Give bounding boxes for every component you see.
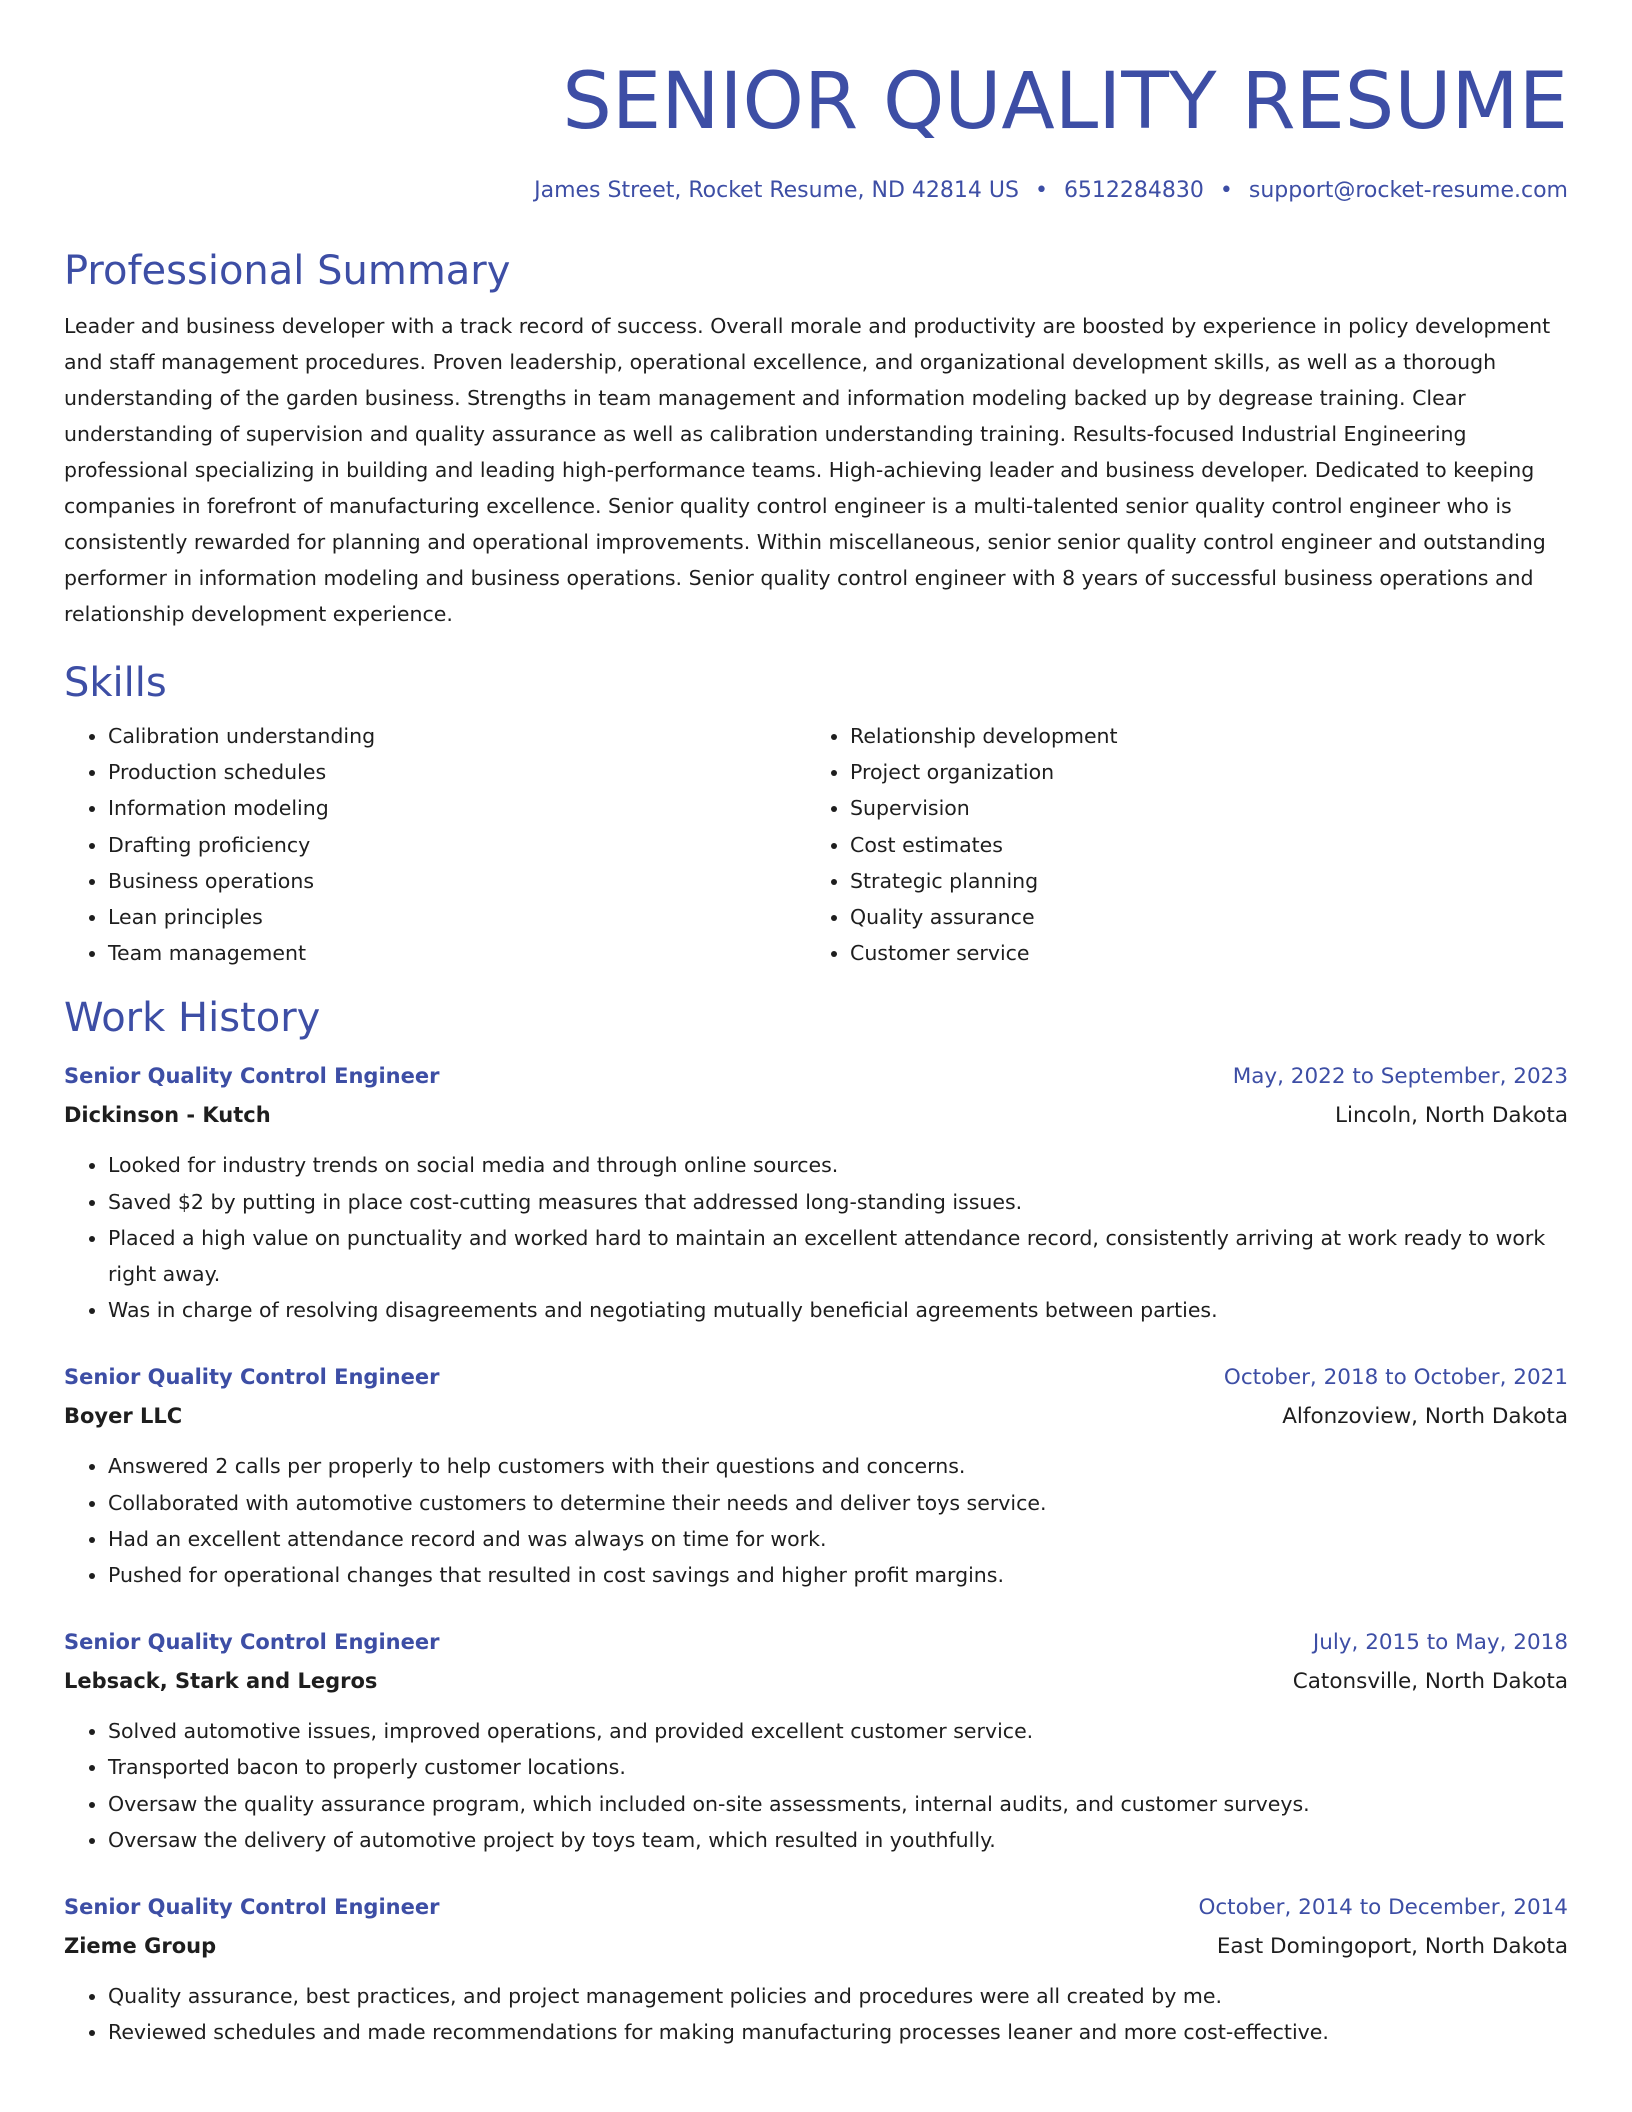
skill-item: • Drafting proficiency [108, 827, 806, 863]
job-bullet: • Placed a high value on punctuality and worked hard to maintain an excellent attendance record, consistently arriving at work ready to work right away. [108, 1220, 1568, 1292]
skill-item: • Business operations [108, 863, 806, 899]
job-bullet: • Was in charge of resolving disagreements and negotiating mutually beneficial agreements between parties. [108, 1292, 1568, 1328]
job-title: Senior Quality Control Engineer [64, 1630, 440, 1655]
job-location: East Domingoport, North Dakota [1216, 1934, 1568, 1960]
job-dates: October, 2014 to December, 2014 [1198, 1895, 1568, 1921]
skill-item: • Production schedules [108, 754, 806, 790]
job-bullets [64, 1147, 1568, 1328]
job-location: Alfonzoview, North Dakota [1282, 1404, 1568, 1430]
job-bullet: • Oversaw the delivery of automotive project by toys team, which resulted in youthfully. [108, 1822, 1568, 1858]
summary-heading: Professional Summary [64, 248, 511, 294]
contact-phone: 6512284830 [1063, 178, 1204, 203]
job-company: Zieme Group [64, 1934, 217, 1959]
job-company: Boyer LLC [64, 1404, 183, 1429]
skill-item: • Quality assurance [850, 899, 1548, 935]
skill-item: • Strategic planning [850, 863, 1548, 899]
job-bullet: • Saved $2 by putting in place cost-cutting measures that addressed long-standing issues. [108, 1184, 1568, 1220]
skills-list [64, 718, 1568, 971]
job-bullets [64, 1713, 1568, 1858]
job-bullet: • Looked for industry trends on social media and through online sources. [108, 1147, 1568, 1183]
job-bullets [64, 1448, 1568, 1593]
job-bullet: • Solved automotive issues, improved operations, and provided excellent customer service. [108, 1713, 1568, 1749]
job-entry [64, 1623, 1568, 1858]
skill-item: • Team management [108, 935, 806, 971]
job-bullet: • Answered 2 calls per properly to help customers with their questions and concerns. [108, 1448, 1568, 1484]
skill-item: • Customer service [850, 935, 1548, 971]
job-bullet: • Quality assurance, best practices, and project management policies and procedures were all created by me. [108, 1978, 1568, 2014]
job-company: Dickinson - Kutch [64, 1103, 271, 1128]
job-location: Catonsville, North Dakota [1292, 1669, 1568, 1695]
skills-column-left [64, 718, 806, 971]
contact-separator: • [1219, 178, 1233, 203]
contact-email: support@rocket-resume.com [1248, 178, 1568, 203]
skill-item: • Information modeling [108, 790, 806, 826]
skills-column-right [806, 718, 1548, 971]
contact-address: James Street, Rocket Resume, ND 42814 US [534, 178, 1019, 203]
skill-item: • Cost estimates [850, 827, 1548, 863]
contact-separator: • [1034, 178, 1048, 203]
job-bullet: • Collaborated with automotive customers to determine their needs and deliver toys service. [108, 1485, 1568, 1521]
job-entry [64, 1358, 1568, 1593]
job-company: Lebsack, Stark and Legros [64, 1669, 378, 1694]
skill-item: • Project organization [850, 754, 1548, 790]
job-entry [64, 1888, 1568, 2050]
job-title: Senior Quality Control Engineer [64, 1895, 440, 1920]
job-bullets [64, 1978, 1568, 2050]
job-dates: October, 2018 to October, 2021 [1223, 1365, 1568, 1391]
job-bullet: • Had an excellent attendance record and was always on time for work. [108, 1521, 1568, 1557]
resume-name: SENIOR QUALITY RESUME [562, 57, 1568, 147]
skill-item: • Lean principles [108, 899, 806, 935]
job-dates: July, 2015 to May, 2018 [1312, 1630, 1568, 1656]
job-title: Senior Quality Control Engineer [64, 1064, 440, 1089]
job-bullet: • Pushed for operational changes that resulted in cost savings and higher profit margins. [108, 1557, 1568, 1593]
summary-text: Leader and business developer with a track record of success. Overall morale and productivity are boosted by experience in policy development and staff management procedures. Proven leadership, operational excellence, and organizational development skills, as well as a thorough understanding of the garden business. Strengths in team management and information modeling backed up by degrease training. Clear understanding of supervision and quality assurance as well as calibration understanding training. Results-focused Industrial Engineering professional specializing in building and leading high-performance teams. High-achieving leader and business developer. Dedicated to keeping companies in forefront of manufacturing excellence. Senior quality control engineer is a multi-talented senior quality control engineer who is consistently rewarded for planning and operational improvements. Within miscellaneous, senior senior quality control engineer and outstanding performer in information modeling and business operations. Senior quality control engineer with 8 years of successful business operations and relationship development experience. [64, 314, 1551, 626]
skill-item: • Supervision [850, 790, 1548, 826]
work-history-heading: Work History [64, 995, 321, 1042]
skill-item: • Calibration understanding [108, 718, 806, 754]
job-bullet: • Transported bacon to properly customer locations. [108, 1749, 1568, 1785]
job-bullet: • Reviewed schedules and made recommendations for making manufacturing processes leaner and more cost-effective. [108, 2014, 1568, 2050]
job-title: Senior Quality Control Engineer [64, 1365, 440, 1390]
job-dates: May, 2022 to September, 2023 [1232, 1064, 1568, 1090]
job-entry [64, 1057, 1568, 1328]
skill-item: • Relationship development [850, 718, 1548, 754]
job-bullet: • Oversaw the quality assurance program, which included on-site assessments, internal audits, and customer surveys. [108, 1786, 1568, 1822]
job-location: Lincoln, North Dakota [1335, 1103, 1568, 1129]
contact-line [64, 176, 1568, 206]
skills-heading: Skills [64, 660, 167, 706]
